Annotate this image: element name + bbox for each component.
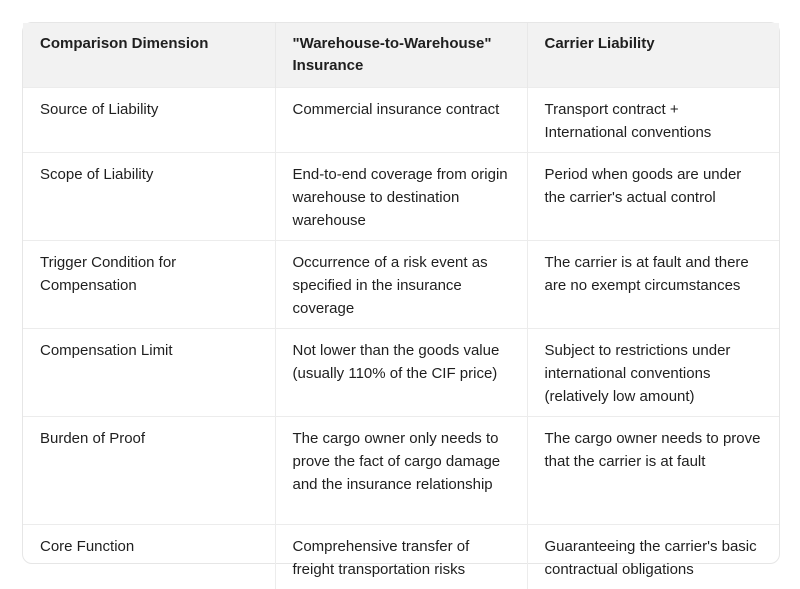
row-dimension: Trigger Condition for Compensation (23, 241, 275, 329)
comparison-table-container (22, 22, 780, 564)
row-dimension: Source of Liability (23, 88, 275, 153)
row-insurance-value: End-to-end coverage from origin warehouse to destination warehouse (275, 153, 527, 241)
row-carrier-value: The cargo owner needs to prove that the carrier is at fault (527, 417, 779, 525)
row-dimension: Compensation Limit (23, 329, 275, 417)
row-insurance-value: Commercial insurance contract (275, 88, 527, 153)
row-dimension: Scope of Liability (23, 153, 275, 241)
row-carrier-value: Transport contract + International conventions (527, 88, 779, 153)
table-row (23, 417, 779, 525)
header-comparison-dimension: Comparison Dimension (23, 23, 275, 88)
table-row (23, 525, 779, 589)
row-carrier-value: Period when goods are under the carrier's actual control (527, 153, 779, 241)
header-warehouse-insurance: "Warehouse-to-Warehouse" Insurance (275, 23, 527, 88)
comparison-table (23, 23, 779, 589)
table-row (23, 329, 779, 417)
row-carrier-value: Subject to restrictions under international conventions (relatively low amount) (527, 329, 779, 417)
row-insurance-value: The cargo owner only needs to prove the fact of cargo damage and the insurance relationship (275, 417, 527, 525)
table-row (23, 153, 779, 241)
header-carrier-liability: Carrier Liability (527, 23, 779, 88)
row-insurance-value: Not lower than the goods value (usually 110% of the CIF price) (275, 329, 527, 417)
row-carrier-value: The carrier is at fault and there are no exempt circumstances (527, 241, 779, 329)
row-dimension: Core Function (23, 525, 275, 589)
table-row (23, 241, 779, 329)
row-insurance-value: Comprehensive transfer of freight transportation risks (275, 525, 527, 589)
table-header-row (23, 23, 779, 88)
row-carrier-value: Guaranteeing the carrier's basic contractual obligations (527, 525, 779, 589)
row-dimension: Burden of Proof (23, 417, 275, 525)
table-row (23, 88, 779, 153)
row-insurance-value: Occurrence of a risk event as specified in the insurance coverage (275, 241, 527, 329)
